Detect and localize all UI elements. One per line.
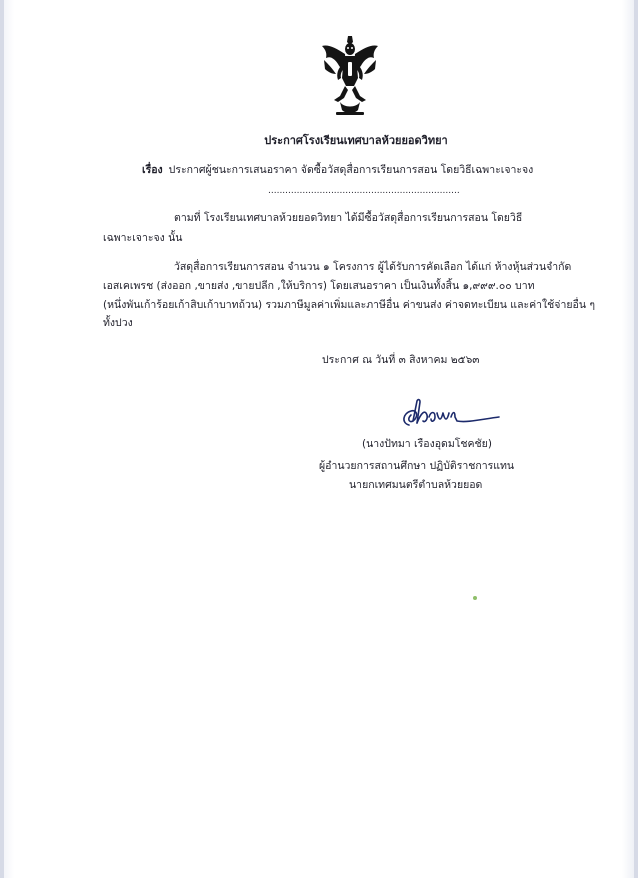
- signer-position-2: นายกเทศมนตรีตำบลห้วยยอด: [349, 479, 483, 491]
- handwritten-signature: [395, 395, 507, 435]
- scan-edge-left: [0, 0, 4, 878]
- paragraph2-line2: เอสเคเพรช (ส่งออก ,ขายส่ง ,ขายปลีก ,ให้บริการ) โดยเสนอราคา เป็นเงินทั้งสิ้น ๑,๙๙๙.๐๐ บาท: [103, 280, 535, 292]
- announcement-date: ประกาศ ณ วันที่ ๓ สิงหาคม ๒๕๖๓: [322, 354, 480, 366]
- paragraph2-line4: ทั้งปวง: [103, 317, 133, 329]
- title-separator: ...................................................................: [268, 186, 460, 196]
- document-title: ประกาศโรงเรียนเทศบาลห้วยยอดวิทยา: [264, 134, 448, 147]
- scan-edge-right: [634, 0, 638, 878]
- paragraph1-line2: เฉพาะเจาะจง นั้น: [103, 232, 183, 244]
- subject-label: เรื่อง: [142, 164, 163, 176]
- scan-spot: [473, 596, 477, 600]
- paragraph1-line1: ตามที่ โรงเรียนเทศบาลห้วยยอดวิทยา ได้มีซื้อวัสดุสื่อการเรียนการสอน โดยวิธี: [174, 212, 523, 224]
- paragraph2-line1: วัสดุสื่อการเรียนการสอน จำนวน ๑ โครงการ ผู้ได้รับการคัดเลือก ได้แก่ ห้างหุ้นส่วนจำกัด: [174, 261, 572, 273]
- paragraph2-line3: (หนึ่งพันเก้าร้อยเก้าสิบเก้าบาทถ้วน) รวมภาษีมูลค่าเพิ่มและภาษีอื่น ค่าขนส่ง ค่าจดทะเบียน และค่าใช้จ่ายอื่น ๆ: [103, 299, 595, 311]
- subject-line: [142, 163, 533, 177]
- subject-text: ประกาศผู้ชนะการเสนอราคา จัดซื้อวัสดุสื่อการเรียนการสอน โดยวิธีเฉพาะเจาะจง: [168, 164, 534, 176]
- signer-name: (นางปัทมา เรืองอุดมโชคชัย): [362, 438, 492, 450]
- garuda-emblem-icon: [318, 34, 382, 116]
- signer-position-1: ผู้อำนวยการสถานศึกษา ปฏิบัติราชการแทน: [319, 460, 515, 472]
